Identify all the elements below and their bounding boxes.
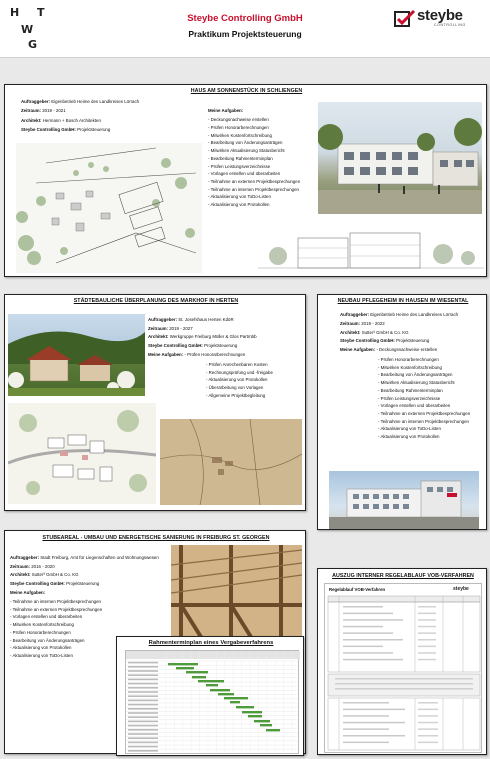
building-rendering-image bbox=[318, 102, 482, 214]
gantt-bar bbox=[266, 729, 280, 731]
task-item: - Aktualisierung von ToDo-Listen bbox=[208, 194, 271, 200]
htwg-letter-t: T bbox=[37, 6, 46, 19]
task-item: - Bearbeitung von Änderungsanträgen bbox=[208, 140, 283, 146]
task-item: - Prüfen Honorarberechnungen bbox=[208, 125, 269, 130]
task-item: - Aktualisierung von Protokollen bbox=[208, 202, 270, 208]
task-item: - Teilnahme an internen Projektbesprechungen bbox=[208, 186, 299, 192]
task-item: - Mitwirken Kostenfortschreibung bbox=[10, 622, 74, 628]
gantt-bar bbox=[242, 711, 262, 713]
task-item: - Teilnahme an internen Projektbesprechungen bbox=[10, 599, 101, 604]
company-title: Steybe Controlling GmbH bbox=[187, 13, 303, 24]
task-item: - Mitwirken Kostenfortschreibung bbox=[208, 132, 272, 138]
task-item: - Prüfen Honorarberechnungen bbox=[10, 629, 71, 635]
gantt-bar bbox=[254, 720, 270, 722]
task-list bbox=[378, 356, 470, 441]
task-item: - Deckungsnachweise erstellen bbox=[208, 117, 269, 123]
task-item: - Teilnahme an internen Projektbesprechungen bbox=[378, 418, 469, 424]
task-item: - Überarbeitung von Vorlagen bbox=[206, 385, 264, 391]
card-title: AUSZUG INTERNER REGELABLAUF VOB-VERFAHREN bbox=[332, 573, 474, 579]
card-title: STÄDTEBAULICHE ÜBERPLANUNG DES MARKHOF IN HERTEN bbox=[73, 298, 239, 304]
logo-text: steybe bbox=[417, 7, 463, 24]
document-title: Regelablauf VOB-Verfahren bbox=[329, 587, 386, 592]
steybe-logo bbox=[394, 8, 486, 30]
card-title: HAUS AM SONNENSTÜCK IN SCHLIENGEN bbox=[190, 88, 303, 94]
htwg-letter-h: H bbox=[10, 6, 21, 19]
gantt-bar bbox=[224, 697, 248, 699]
task-item: - Teilnahme an externen Projektbesprechungen bbox=[208, 178, 301, 184]
gantt-bar bbox=[206, 684, 218, 686]
gantt-bar bbox=[218, 693, 234, 695]
gantt-bar bbox=[210, 689, 230, 691]
task-list bbox=[206, 361, 273, 400]
task-item: - Rechnungsprüfung und -freigabe bbox=[206, 369, 273, 375]
vob-document bbox=[324, 583, 482, 753]
masterplan-image bbox=[8, 403, 156, 504]
elevation-drawing bbox=[258, 228, 484, 272]
gantt-bar bbox=[248, 715, 262, 717]
gantt-bar bbox=[230, 701, 240, 703]
gantt-bar bbox=[186, 671, 208, 673]
gantt-bar bbox=[236, 706, 254, 708]
logo-subtext: CONTROLLING bbox=[434, 23, 466, 27]
task-item: - Mitwirken Aktualisierung Statusbericht bbox=[208, 148, 285, 154]
project-card-herten bbox=[4, 294, 306, 511]
task-item: - Aktualisierung von Protokollen bbox=[378, 434, 440, 440]
task-item: - Aktualisierung von ToDo-Listen bbox=[10, 652, 73, 658]
project-info: Auftraggeber: Stadt Freiburg, Amt für Liegenschaften und Wohnungswesen Zeitraum: 2016 - 2020 Architekt: Sutter³ GmbH & Co. KG Steybe Controlling GmbH: Projektsteuerung Meine Aufgaben: bbox=[10, 555, 159, 595]
markhof-photo bbox=[8, 314, 145, 396]
task-item: - Bearbeitung Rahmenterminplan bbox=[378, 387, 443, 393]
task-item: - Prüfen Leistungsverzeichnisse bbox=[208, 163, 271, 169]
project-card-hausen bbox=[317, 294, 487, 530]
task-item: - Mitwirken Kostenfortschreibung bbox=[378, 364, 442, 370]
gantt-bar bbox=[176, 667, 194, 669]
task-list bbox=[10, 598, 102, 660]
task-item: - Bearbeitung Rahmenterminplan bbox=[208, 155, 273, 161]
task-item: - Vorlagen erstellen und überarbeiten bbox=[208, 171, 281, 177]
mini-logo: steybe bbox=[453, 586, 469, 592]
task-item: - Vorlagen erstellen und überarbeiten bbox=[10, 614, 83, 620]
project-info: Auftraggeber: Eigenbetrieb Heime des Landkreises Lörrach Zeitraum: 2019 - 2022 Architekt: Sutter³ GmbH & Co. KG Steybe Controlling GmbH: Projektsteuerung Meine Aufgaben: - Deckungsnachweise erstellen bbox=[340, 312, 459, 353]
project-card-schliengen bbox=[4, 84, 487, 277]
gantt-bar bbox=[168, 663, 198, 665]
gantt-chart bbox=[125, 650, 299, 754]
page-header bbox=[0, 0, 490, 58]
task-item: - Teilnahme an externen Projektbesprechungen bbox=[10, 606, 103, 612]
task-item: - Prüfen Anrechenbaren Kosten bbox=[206, 362, 268, 367]
rahmenterminplan-card bbox=[116, 636, 304, 756]
task-item: - Prüfen Leistungsverzeichnisse bbox=[378, 395, 441, 401]
gantt-bar bbox=[198, 680, 224, 682]
task-list: Meine Aufgaben: - Deckungsnachweise erstellen - Prüfen Honorarberechnungen - Mitwirken Kostenfortschreibung - Bearbeitung von Änderungsanträgen - Mitwirken Aktualisierung Statusbericht - Bearbeitung Rahmenterminplan - Prüfen Leistungsverzeichnisse - Vorlagen erstellen und überarbeiten - Teilnahme an externen Projektbesprechungen - Teilnahme an internen Projektbesprechungen - Aktualisierung von ToDo-Listen - Aktualisierung von Protokollen bbox=[208, 108, 301, 208]
checkmark-logo-icon bbox=[394, 10, 416, 28]
site-plan-image bbox=[16, 143, 202, 273]
gantt-bar bbox=[260, 724, 272, 726]
task-item: - Teilnahme an externen Projektbesprechungen bbox=[378, 410, 471, 416]
task-item: - Aktualisierung von ToDo-Listen bbox=[378, 426, 441, 432]
vob-process-card bbox=[317, 568, 487, 755]
historic-map-image bbox=[160, 419, 302, 505]
page-subtitle: Praktikum Projektsteuerung bbox=[188, 29, 302, 39]
card-title: STUBEAREAL - UMBAU UND ENERGETISCHE SANIERUNG IN FREIBURG ST. GEORGEN bbox=[42, 535, 270, 541]
gantt-bar bbox=[192, 676, 206, 678]
htwg-letter-g: G bbox=[28, 38, 39, 51]
task-item: - Bearbeitung von Änderungsanträgen bbox=[378, 372, 453, 378]
task-item: - Prüfen Honorarberechnungen bbox=[378, 357, 439, 362]
task-item: - Aktualisierung von Protokollen bbox=[10, 645, 72, 651]
task-item: - Aktualisierung von Protokollen bbox=[206, 377, 268, 383]
card-title: NEUBAU PFLEGEHEIM IN HAUSEN IM WIESENTAL bbox=[337, 298, 469, 304]
project-info: Auftraggeber: Eigenbetrieb Heime des Landkreises Lörrach Zeitraum: 2019 - 2021 Architekt: Hermann + Bosch Architekten Steybe Controlling GmbH: Projektsteuerung bbox=[21, 99, 140, 132]
task-item: - Bearbeitung von Änderungsanträgen bbox=[10, 637, 85, 643]
htwg-letter-w: W bbox=[21, 23, 35, 36]
task-item: - Mitwirken Aktualisierung Statusbericht bbox=[378, 380, 455, 386]
card-title: Rahmenterminplan eines Vergabeverfahrens bbox=[148, 640, 274, 646]
project-info: Auftraggeber: St. Josefshaus Herten KdöR Zeitraum: 2019 - 2027 Architekt: Werkgruppe Freiburg Müller & Glos Partmbb Steybe Controlling GmbH: Projektsteuerung Meine Aufgaben: - Prüfen Honorarberechnungen bbox=[148, 317, 257, 357]
task-item: - Allgemeine Projektbegleitung bbox=[206, 392, 266, 398]
pflegeheim-rendering bbox=[329, 471, 479, 529]
task-item: - Vorlagen erstellen und überarbeiten bbox=[378, 403, 451, 409]
